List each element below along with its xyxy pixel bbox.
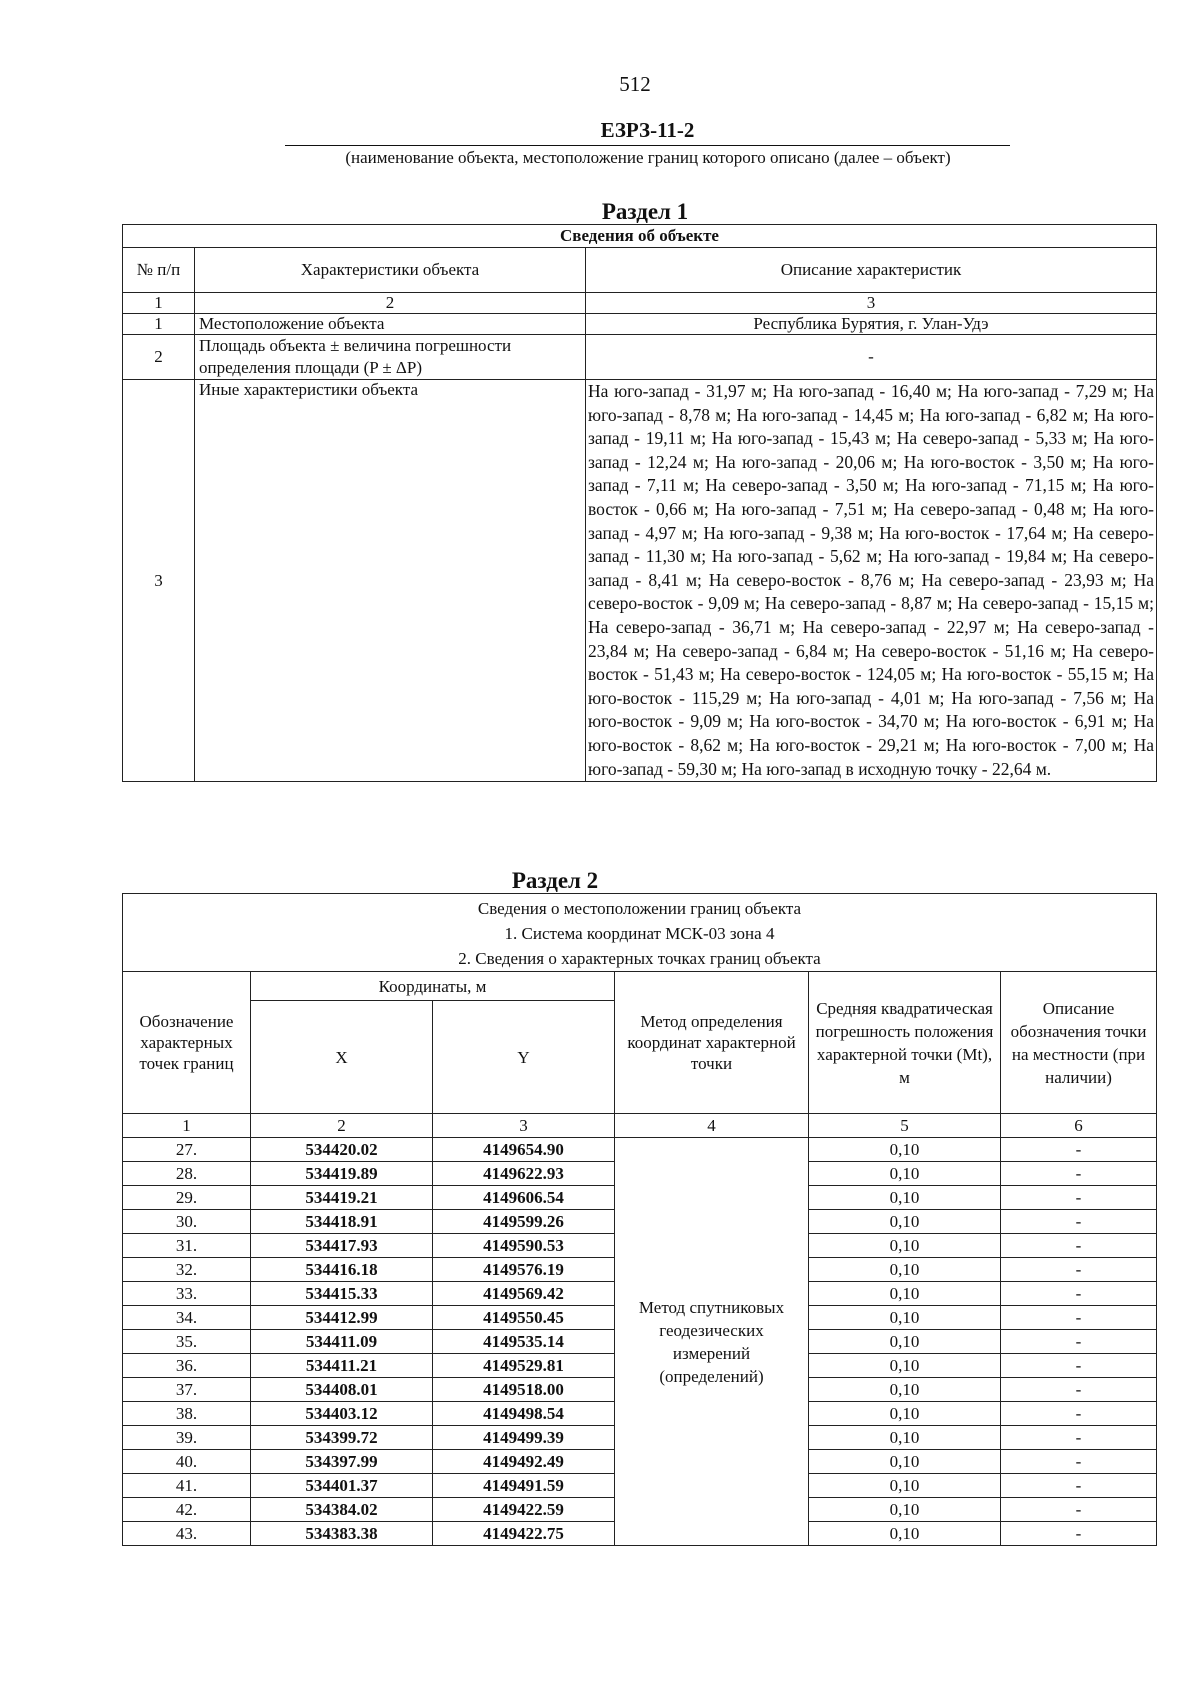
header-coords: Координаты, м xyxy=(251,972,615,1001)
desc-cell: - xyxy=(1001,1354,1157,1378)
y-cell: 4149492.49 xyxy=(433,1450,615,1474)
method-cell: Метод спутниковых геодезических измерений (определений) xyxy=(615,1138,809,1546)
table-row xyxy=(123,314,1157,335)
index-cell: 4 xyxy=(615,1114,809,1138)
point-cell: 32. xyxy=(123,1258,251,1282)
mt-cell: 0,10 xyxy=(809,1426,1001,1450)
row-description: На юго-запад - 31,97 м; На юго-запад - 16,40 м; На юго-запад - 7,29 м; На юго-запад - 8,78 м; На юго-запад - 14,45 м; На юго-запад - 6,82 м; На юго-запад - 19,11 м; На юго-запад - 15,43 м; На северо-запад - 5,33 м; На юго-запад - 12,24 м; На юго-запад - 20,06 м; На юго-восток - 3,50 м; На юго-запад - 7,11 м; На северо-запад - 3,50 м; На юго-запад - 71,15 м; На юго-восток - 0,66 м; На юго-запад - 7,51 м; На северо-запад - 0,48 м; На юго-запад - 4,97 м; На юго-запад - 9,38 м; На юго-восток - 17,64 м; На северо-запад - 11,30 м; На юго-запад - 5,62 м; На юго-запад - 19,84 м; На северо-запад - 8,41 м; На северо-восток - 8,76 м; На северо-запад - 23,93 м; На северо-восток - 9,09 м; На северо-запад - 8,87 м; На северо-запад - 15,15 м; На северо-запад - 36,71 м; На северо-запад - 22,97 м; На северо-запад - 23,84 м; На северо-запад - 6,84 м; На северо-восток - 51,16 м; На северо-восток - 51,43 м; На северо-восток - 124,05 м; На юго-восток - 55,15 м; На юго-восток - 115,29 м; На юго-запад - 4,01 м; На юго-запад - 7,56 м; На юго-восток - 9,09 м; На юго-восток - 34,70 м; На юго-восток - 6,91 м; На юго-восток - 8,62 м; На юго-восток - 29,21 м; На юго-восток - 7,00 м; На юго-запад - 59,30 м; На юго-запад в исходную точку - 22,64 м. xyxy=(586,380,1157,782)
point-cell: 36. xyxy=(123,1354,251,1378)
desc-cell: - xyxy=(1001,1522,1157,1546)
mt-cell: 0,10 xyxy=(809,1186,1001,1210)
index-cell: 3 xyxy=(586,293,1157,314)
index-cell: 2 xyxy=(195,293,586,314)
point-cell: 31. xyxy=(123,1234,251,1258)
x-cell: 534416.18 xyxy=(251,1258,433,1282)
object-subtitle: (наименование объекта, местоположение границ которого описано (далее – объект) xyxy=(345,148,951,167)
y-cell: 4149529.81 xyxy=(433,1354,615,1378)
header-x: X xyxy=(251,1001,433,1114)
mt-cell: 0,10 xyxy=(809,1330,1001,1354)
table-caption: Сведения об объекте xyxy=(123,225,1157,248)
table-row xyxy=(123,1138,1157,1162)
point-cell: 37. xyxy=(123,1378,251,1402)
mt-cell: 0,10 xyxy=(809,1138,1001,1162)
y-cell: 4149569.42 xyxy=(433,1282,615,1306)
desc-cell: - xyxy=(1001,1306,1157,1330)
point-cell: 29. xyxy=(123,1186,251,1210)
point-cell: 27. xyxy=(123,1138,251,1162)
y-cell: 4149518.00 xyxy=(433,1378,615,1402)
object-title: ЕЗРЗ-11-2 xyxy=(285,118,1010,146)
x-cell: 534384.02 xyxy=(251,1498,433,1522)
x-cell: 534411.21 xyxy=(251,1354,433,1378)
index-row xyxy=(123,1114,1157,1138)
mt-cell: 0,10 xyxy=(809,1498,1001,1522)
header-desc: Описание обозначения точки на местности (при наличии) xyxy=(1001,972,1157,1114)
point-cell: 35. xyxy=(123,1330,251,1354)
table-row xyxy=(123,380,1157,782)
object-info-table xyxy=(122,224,1157,782)
mt-cell: 0,10 xyxy=(809,1474,1001,1498)
x-cell: 534420.02 xyxy=(251,1138,433,1162)
mt-cell: 0,10 xyxy=(809,1378,1001,1402)
desc-cell: - xyxy=(1001,1426,1157,1450)
y-cell: 4149606.54 xyxy=(433,1186,615,1210)
index-cell: 2 xyxy=(251,1114,433,1138)
mt-cell: 0,10 xyxy=(809,1450,1001,1474)
mt-cell: 0,10 xyxy=(809,1402,1001,1426)
row-characteristic: Местоположение объекта xyxy=(195,314,586,335)
mt-cell: 0,10 xyxy=(809,1210,1001,1234)
y-cell: 4149422.75 xyxy=(433,1522,615,1546)
header-description: Описание характеристик xyxy=(586,248,1157,293)
mt-cell: 0,10 xyxy=(809,1354,1001,1378)
point-cell: 39. xyxy=(123,1426,251,1450)
desc-cell: - xyxy=(1001,1138,1157,1162)
x-cell: 534419.89 xyxy=(251,1162,433,1186)
y-cell: 4149491.59 xyxy=(433,1474,615,1498)
x-cell: 534418.91 xyxy=(251,1210,433,1234)
point-cell: 40. xyxy=(123,1450,251,1474)
y-cell: 4149576.19 xyxy=(433,1258,615,1282)
index-cell: 3 xyxy=(433,1114,615,1138)
boundary-points-table xyxy=(122,893,1157,1546)
index-cell: 6 xyxy=(1001,1114,1157,1138)
desc-cell: - xyxy=(1001,1330,1157,1354)
desc-cell: - xyxy=(1001,1474,1157,1498)
point-cell: 33. xyxy=(123,1282,251,1306)
x-cell: 534417.93 xyxy=(251,1234,433,1258)
row-num: 3 xyxy=(123,380,195,782)
head-line: 1. Система координат МСК-03 зона 4 xyxy=(504,924,775,943)
desc-cell: - xyxy=(1001,1378,1157,1402)
row-num: 1 xyxy=(123,314,195,335)
row-characteristic: Иные характеристики объекта xyxy=(195,380,586,782)
desc-cell: - xyxy=(1001,1498,1157,1522)
y-cell: 4149654.90 xyxy=(433,1138,615,1162)
y-cell: 4149590.53 xyxy=(433,1234,615,1258)
x-cell: 534412.99 xyxy=(251,1306,433,1330)
header-error: Средняя квадратическая погрешность положения характерной точки (Mt), м xyxy=(809,972,1001,1114)
point-cell: 28. xyxy=(123,1162,251,1186)
desc-cell: - xyxy=(1001,1162,1157,1186)
desc-cell: - xyxy=(1001,1282,1157,1306)
desc-cell: - xyxy=(1001,1450,1157,1474)
y-cell: 4149498.54 xyxy=(433,1402,615,1426)
desc-cell: - xyxy=(1001,1258,1157,1282)
point-cell: 38. xyxy=(123,1402,251,1426)
header-y: Y xyxy=(433,1001,615,1114)
x-cell: 534408.01 xyxy=(251,1378,433,1402)
x-cell: 534415.33 xyxy=(251,1282,433,1306)
x-cell: 534401.37 xyxy=(251,1474,433,1498)
point-cell: 34. xyxy=(123,1306,251,1330)
head-line: Сведения о местоположении границ объекта xyxy=(477,899,802,918)
mt-cell: 0,10 xyxy=(809,1522,1001,1546)
section1-title: Раздел 1 xyxy=(601,199,689,224)
table-row xyxy=(123,335,1157,380)
y-cell: 4149499.39 xyxy=(433,1426,615,1450)
x-cell: 534383.38 xyxy=(251,1522,433,1546)
desc-cell: - xyxy=(1001,1210,1157,1234)
point-cell: 30. xyxy=(123,1210,251,1234)
y-cell: 4149622.93 xyxy=(433,1162,615,1186)
row-description: - xyxy=(586,335,1157,380)
x-cell: 534411.09 xyxy=(251,1330,433,1354)
header-num: № п/п xyxy=(123,248,195,293)
x-cell: 534397.99 xyxy=(251,1450,433,1474)
point-cell: 42. xyxy=(123,1498,251,1522)
mt-cell: 0,10 xyxy=(809,1258,1001,1282)
section2-title: Раздел 2 xyxy=(511,868,599,893)
desc-cell: - xyxy=(1001,1402,1157,1426)
mt-cell: 0,10 xyxy=(809,1162,1001,1186)
index-cell: 5 xyxy=(809,1114,1001,1138)
x-cell: 534419.21 xyxy=(251,1186,433,1210)
row-description: Республика Бурятия, г. Улан-Удэ xyxy=(586,314,1157,335)
header-method: Метод определения координат характерной точки xyxy=(615,972,809,1114)
header-characteristic: Характеристики объекта xyxy=(195,248,586,293)
index-cell: 1 xyxy=(123,1114,251,1138)
x-cell: 534403.12 xyxy=(251,1402,433,1426)
header-point: Обозначение характерных точек границ xyxy=(123,972,251,1114)
desc-cell: - xyxy=(1001,1186,1157,1210)
row-num: 2 xyxy=(123,335,195,380)
mt-cell: 0,10 xyxy=(809,1234,1001,1258)
mt-cell: 0,10 xyxy=(809,1282,1001,1306)
mt-cell: 0,10 xyxy=(809,1306,1001,1330)
index-cell: 1 xyxy=(123,293,195,314)
y-cell: 4149550.45 xyxy=(433,1306,615,1330)
table-head-block xyxy=(123,894,1157,972)
x-cell: 534399.72 xyxy=(251,1426,433,1450)
y-cell: 4149422.59 xyxy=(433,1498,615,1522)
page-number: 512 xyxy=(619,72,651,96)
desc-cell: - xyxy=(1001,1234,1157,1258)
y-cell: 4149535.14 xyxy=(433,1330,615,1354)
point-cell: 41. xyxy=(123,1474,251,1498)
y-cell: 4149599.26 xyxy=(433,1210,615,1234)
head-line: 2. Сведения о характерных точках границ объекта xyxy=(458,949,821,968)
point-cell: 43. xyxy=(123,1522,251,1546)
row-characteristic: Площадь объекта ± величина погрешности определения площади (P ± ΔP) xyxy=(195,335,586,380)
